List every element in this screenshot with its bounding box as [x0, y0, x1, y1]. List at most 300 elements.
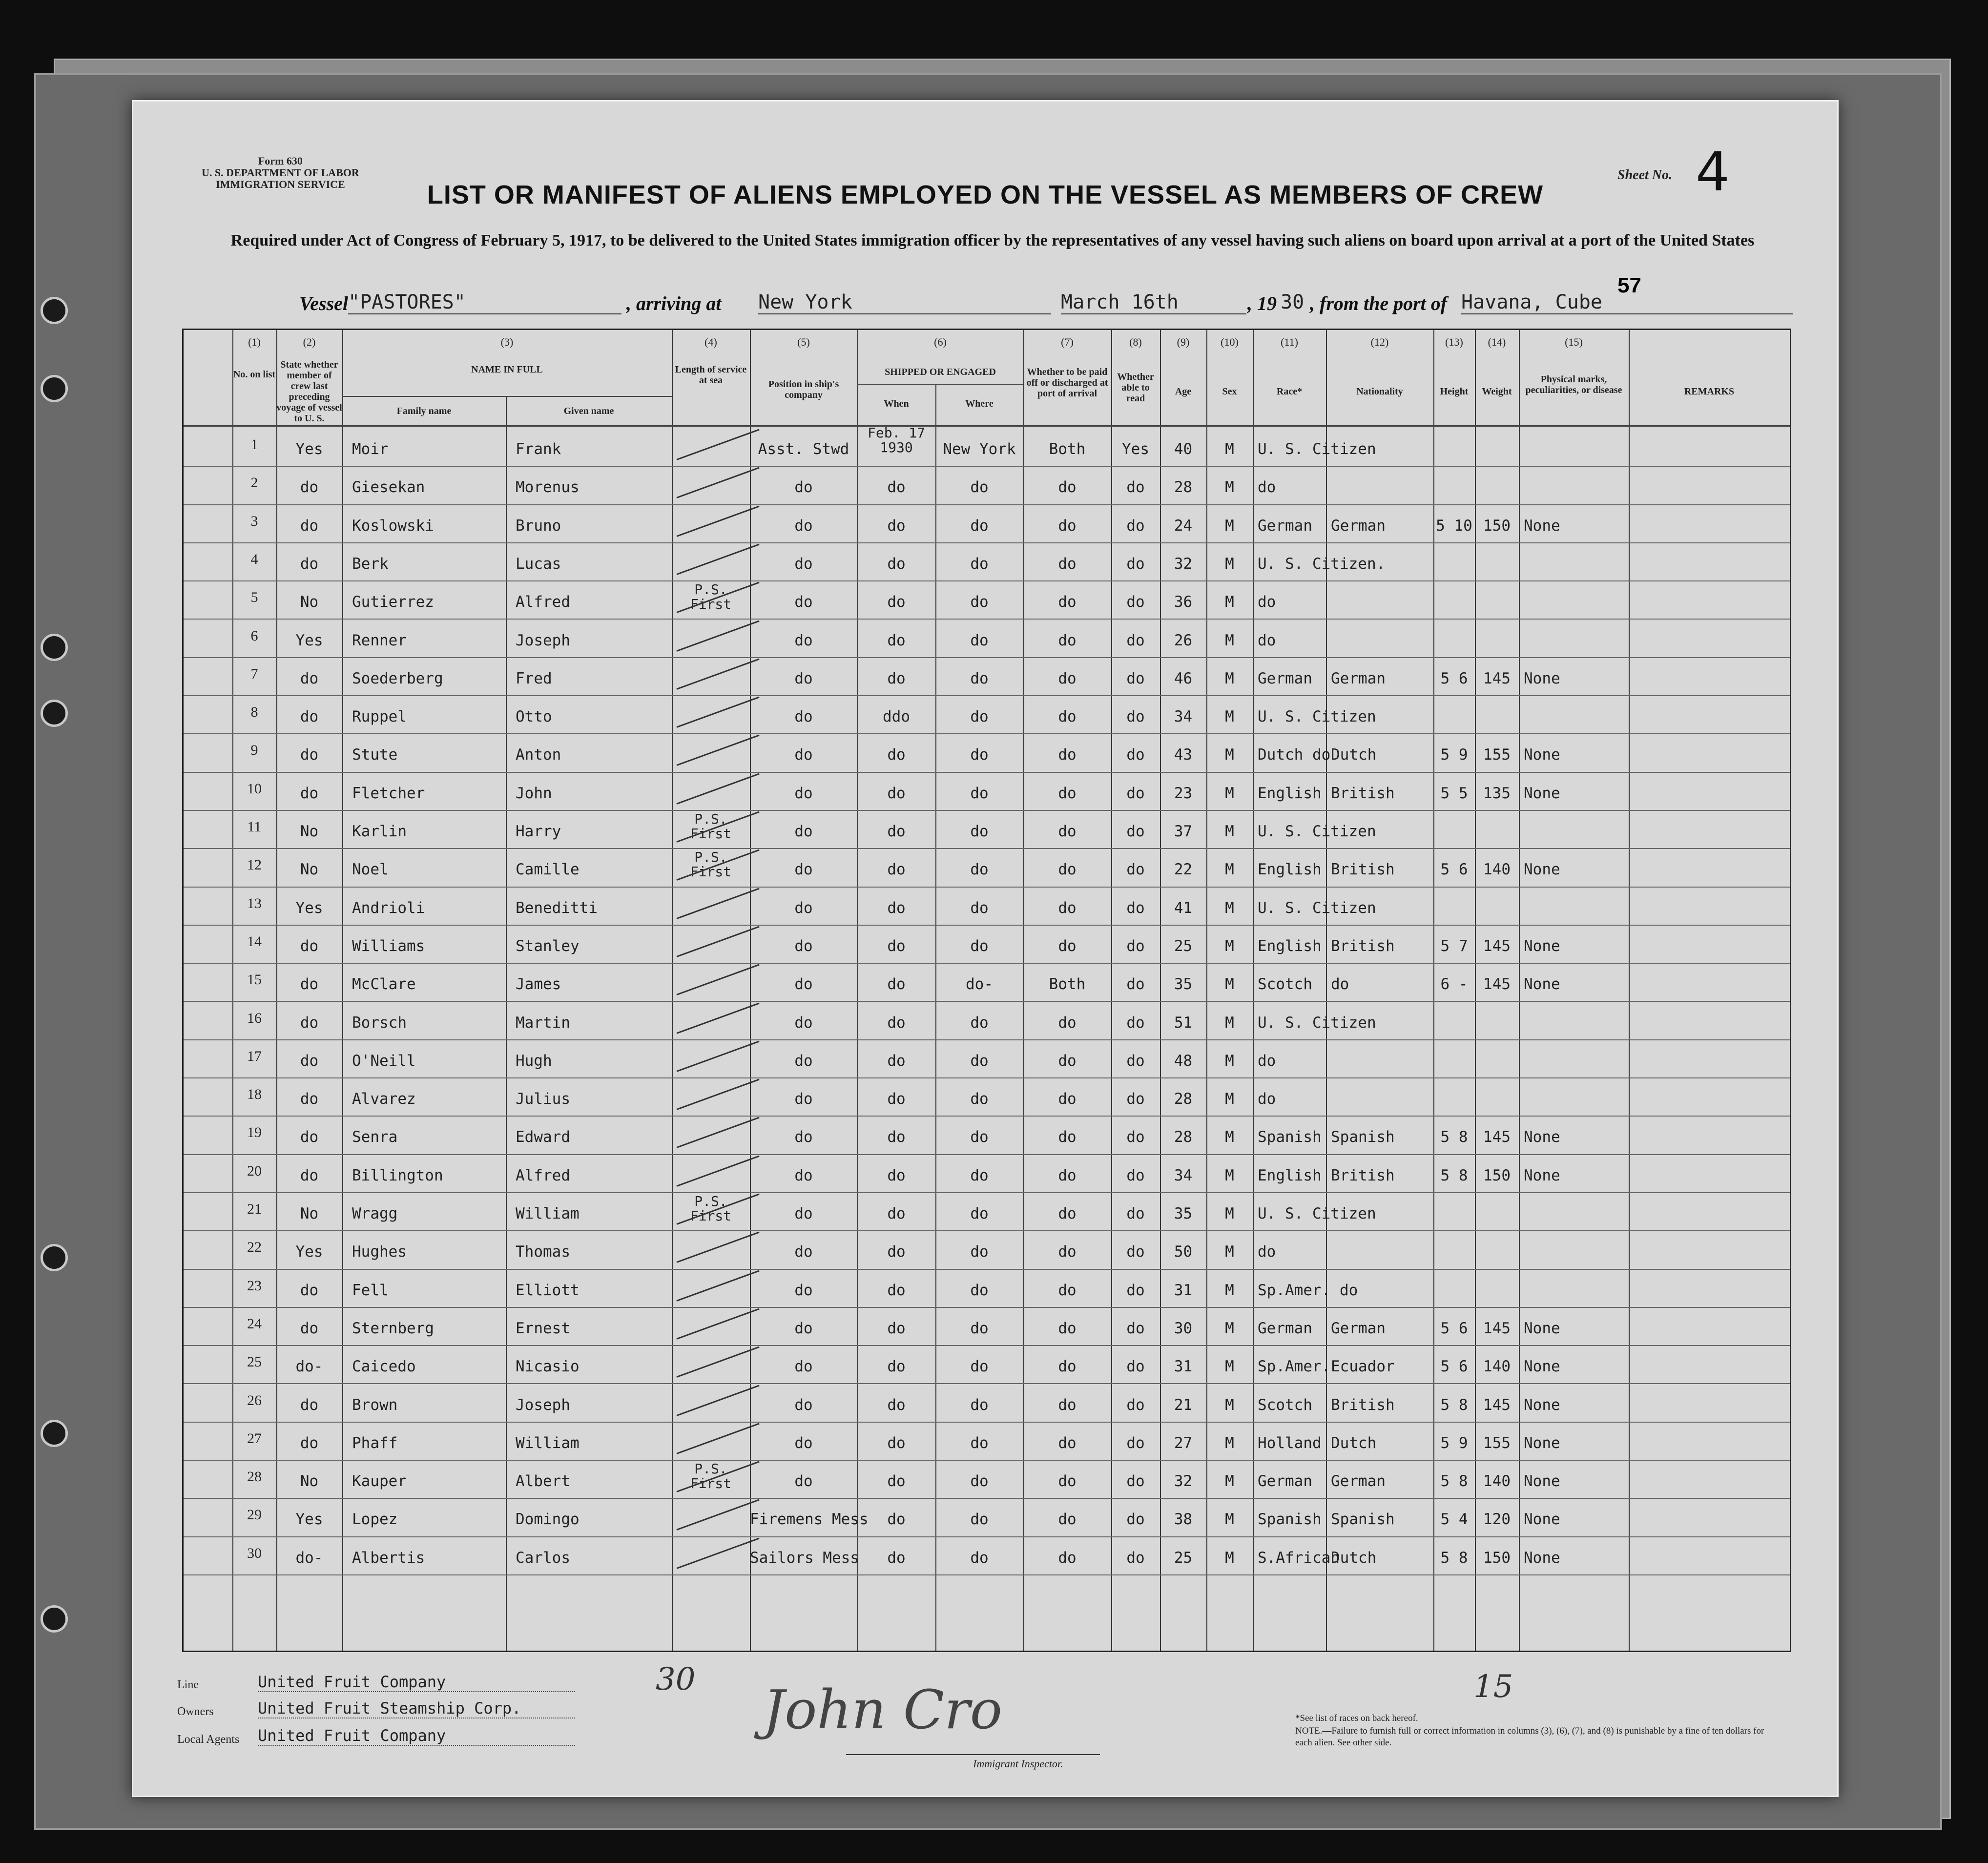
- col-number: (1): [248, 336, 261, 348]
- able-to-read: do: [1126, 669, 1145, 687]
- given-name: Joseph: [516, 631, 570, 649]
- row-number: 14: [247, 933, 262, 950]
- position: do: [794, 1243, 813, 1261]
- shipped-where: do: [970, 1281, 989, 1299]
- family-name: Senra: [352, 1128, 398, 1146]
- family-name: Caicedo: [352, 1358, 416, 1376]
- family-name: Giesekan: [352, 478, 425, 497]
- check-mark-icon: [676, 1155, 759, 1186]
- shipped-when: do: [887, 593, 906, 611]
- agents-value: United Fruit Company: [258, 1726, 575, 1746]
- sex: M: [1225, 1319, 1234, 1337]
- col-number: (15): [1565, 336, 1583, 348]
- physical-marks: None: [1524, 1166, 1560, 1184]
- page-subtitle: Required under Act of Congress of February 5, 1917, to be delivered to the United States immigration officer by the representatives of any vessel having such aliens on board upon arrival at a port of the United States: [230, 231, 1755, 249]
- paid-off: do: [1058, 593, 1077, 611]
- race: English: [1258, 861, 1322, 879]
- position: do: [794, 1166, 813, 1184]
- previous-voyage: Yes: [295, 899, 323, 917]
- age: 32: [1174, 555, 1193, 573]
- weight: 150: [1483, 1166, 1511, 1184]
- position: do: [794, 1014, 813, 1032]
- header-physical-marks: Physical marks, peculiarities, or disease: [1525, 374, 1622, 395]
- sex: M: [1225, 593, 1234, 611]
- department-name: U. S. DEPARTMENT OF LABOR: [202, 166, 359, 179]
- age: 41: [1174, 899, 1193, 917]
- able-to-read: do: [1126, 708, 1145, 726]
- shipped-when: do: [887, 784, 906, 802]
- check-mark-icon: [676, 1308, 759, 1339]
- nationality: German: [1331, 1472, 1386, 1490]
- position: do: [794, 593, 813, 611]
- able-to-read: do: [1126, 593, 1145, 611]
- position: do: [794, 1396, 813, 1414]
- given-name: Julius: [516, 1090, 570, 1108]
- shipped-when: do: [887, 1205, 906, 1222]
- position: do: [794, 784, 813, 802]
- family-name: Lopez: [352, 1511, 398, 1529]
- shipped-where: do: [970, 899, 989, 917]
- table-row: [184, 963, 1790, 1001]
- nationality: Spanish: [1331, 1511, 1395, 1529]
- family-name: Fletcher: [352, 784, 425, 802]
- check-mark-icon: [676, 1385, 759, 1416]
- race: U. S. Citizen: [1258, 1205, 1376, 1222]
- table-row: [184, 925, 1790, 963]
- weight: 140: [1483, 861, 1511, 879]
- weight: 120: [1483, 1511, 1511, 1529]
- header-remarks: REMARKS: [1684, 386, 1735, 397]
- position: do: [794, 555, 813, 573]
- age: 36: [1174, 593, 1193, 611]
- physical-marks: None: [1524, 669, 1560, 687]
- family-name: Hughes: [352, 1243, 407, 1261]
- table-row: [184, 1307, 1790, 1345]
- family-name: Billington: [352, 1166, 443, 1184]
- age: 25: [1174, 1549, 1193, 1567]
- row-number: 30: [247, 1545, 262, 1561]
- position: do: [794, 478, 813, 497]
- age: 38: [1174, 1511, 1193, 1529]
- check-mark-icon: [676, 429, 759, 460]
- weight: 150: [1483, 517, 1511, 535]
- header-weight: Weight: [1482, 386, 1512, 397]
- paid-off: do: [1058, 1319, 1077, 1337]
- able-to-read: do: [1126, 631, 1145, 649]
- shipped-when: do: [887, 861, 906, 879]
- penalty-note: NOTE.—Failure to furnish full or correct information in columns (3), (6), (7), and (8) is punishable by a fine of ten dollars for each alien. See other side.: [1295, 1726, 1764, 1748]
- shipped-when: do: [887, 1128, 906, 1146]
- family-name: Koslowski: [352, 517, 434, 535]
- sex: M: [1225, 975, 1234, 994]
- paid-off: do: [1058, 1052, 1077, 1070]
- race: German: [1258, 1319, 1312, 1337]
- age: 35: [1174, 1205, 1193, 1222]
- binder-hole: [41, 297, 68, 324]
- row-number: 27: [247, 1430, 262, 1447]
- row-number: 15: [247, 972, 262, 988]
- shipped-where: do: [970, 823, 989, 840]
- row-number: 6: [250, 627, 258, 644]
- length-of-service: P.S. First: [690, 811, 732, 842]
- physical-marks: None: [1524, 517, 1560, 535]
- shipped-where: do: [970, 1243, 989, 1261]
- paid-off: do: [1058, 784, 1077, 802]
- row-number: 16: [247, 1010, 262, 1026]
- race: U. S. Citizen: [1258, 823, 1376, 840]
- col-number: (9): [1177, 336, 1190, 348]
- previous-voyage: Yes: [295, 631, 323, 649]
- table-row: [184, 695, 1790, 733]
- nationality: British: [1331, 784, 1395, 802]
- check-mark-icon: [676, 467, 759, 498]
- age: 28: [1174, 1128, 1193, 1146]
- family-name: Albertis: [352, 1549, 425, 1567]
- age: 51: [1174, 1014, 1193, 1032]
- row-number: 21: [247, 1201, 262, 1217]
- shipped-where: do: [970, 1511, 989, 1529]
- height: 5 10: [1436, 517, 1472, 535]
- shipped-where: do: [970, 1319, 989, 1337]
- shipped-where: do: [970, 669, 989, 687]
- shipped-when: do: [887, 937, 906, 955]
- family-name: Ruppel: [352, 708, 407, 726]
- weight: 140: [1483, 1358, 1511, 1376]
- length-of-service: P.S. First: [690, 1193, 732, 1224]
- paid-off: do: [1058, 823, 1077, 840]
- shipped-when: do: [887, 1243, 906, 1261]
- table-row: [184, 810, 1790, 848]
- table-row: [184, 1269, 1790, 1307]
- paid-off: do: [1058, 1434, 1077, 1452]
- row-number: 28: [247, 1469, 262, 1485]
- family-name: Fell: [352, 1281, 389, 1299]
- shipped-when: do: [887, 517, 906, 535]
- shipped-when: do: [887, 899, 906, 917]
- family-name: Brown: [352, 1396, 398, 1414]
- family-name: Noel: [352, 861, 389, 879]
- given-name: Stanley: [516, 937, 580, 955]
- shipped-when: do: [887, 746, 906, 764]
- previous-voyage: do: [300, 1319, 319, 1337]
- height: 5 7: [1440, 937, 1468, 955]
- paid-off: Both: [1049, 440, 1086, 458]
- check-mark-icon: [676, 1079, 759, 1110]
- table-row: [184, 1460, 1790, 1498]
- line-value: United Fruit Company: [258, 1673, 575, 1692]
- header-age: Age: [1175, 386, 1192, 397]
- position: do: [794, 937, 813, 955]
- previous-voyage: No: [300, 593, 319, 611]
- given-name: Morenus: [516, 478, 580, 497]
- row-number: 5: [250, 589, 258, 606]
- shipped-where: do: [970, 593, 989, 611]
- weight: 155: [1483, 1434, 1511, 1452]
- shipped-when: do: [887, 669, 906, 687]
- shipped-where: do-: [966, 975, 993, 994]
- physical-marks: None: [1524, 1549, 1560, 1567]
- able-to-read: do: [1126, 1511, 1145, 1529]
- able-to-read: do: [1126, 899, 1145, 917]
- position: do: [794, 1472, 813, 1490]
- given-name: Ernest: [516, 1319, 570, 1337]
- sex: M: [1225, 631, 1234, 649]
- given-name: Fred: [516, 669, 552, 687]
- paid-off: Both: [1049, 975, 1086, 994]
- physical-marks: None: [1524, 746, 1560, 764]
- age: 30: [1174, 1319, 1193, 1337]
- row-number: 17: [247, 1048, 262, 1064]
- row-number: 2: [250, 475, 258, 491]
- paid-off: do: [1058, 937, 1077, 955]
- race: S.African: [1258, 1549, 1340, 1567]
- col-number: (7): [1061, 336, 1074, 348]
- physical-marks: None: [1524, 1319, 1560, 1337]
- table-row: [184, 466, 1790, 504]
- weight: 155: [1483, 746, 1511, 764]
- paid-off: do: [1058, 1128, 1077, 1146]
- paid-off: do: [1058, 517, 1077, 535]
- weight: 145: [1483, 1396, 1511, 1414]
- paid-off: do: [1058, 899, 1077, 917]
- check-mark-icon: [676, 1499, 759, 1531]
- race: Holland: [1258, 1434, 1322, 1452]
- position: Sailors Mess: [750, 1549, 859, 1567]
- row-number: 20: [247, 1162, 262, 1179]
- paid-off: do: [1058, 708, 1077, 726]
- given-name: Harry: [516, 823, 561, 840]
- race: do: [1258, 631, 1276, 649]
- sex: M: [1225, 746, 1234, 764]
- previous-voyage: No: [300, 861, 319, 879]
- race: U. S. Citizen: [1258, 1014, 1376, 1032]
- physical-marks: None: [1524, 1472, 1560, 1490]
- paid-off: do: [1058, 1549, 1077, 1567]
- paid-off: do: [1058, 1166, 1077, 1184]
- row-number: 7: [250, 665, 258, 682]
- table-row: [184, 733, 1790, 771]
- able-to-read: do: [1126, 1052, 1145, 1070]
- able-to-read: do: [1126, 823, 1145, 840]
- crew-table: [182, 329, 1791, 1652]
- physical-marks: None: [1524, 1511, 1560, 1529]
- height: 5 8: [1440, 1472, 1468, 1490]
- table-row: [184, 1154, 1790, 1192]
- able-to-read: do: [1126, 1281, 1145, 1299]
- given-name: Lucas: [516, 555, 561, 573]
- length-of-service: P.S. First: [690, 849, 732, 880]
- able-to-read: do: [1126, 517, 1145, 535]
- row-number: 25: [247, 1354, 262, 1370]
- family-name: Andrioli: [352, 899, 425, 917]
- weight: 135: [1483, 784, 1511, 802]
- sex: M: [1225, 1128, 1234, 1146]
- row-number: 3: [250, 513, 258, 529]
- shipped-when: do: [887, 1090, 906, 1108]
- shipped-when: do: [887, 478, 906, 497]
- shipped-when: do: [887, 1166, 906, 1184]
- able-to-read: do: [1126, 784, 1145, 802]
- position: Asst. Stwd: [758, 440, 849, 458]
- check-mark-icon: [676, 888, 759, 919]
- previous-voyage: do: [300, 1052, 319, 1070]
- sex: M: [1225, 1205, 1234, 1222]
- nationality: British: [1331, 1396, 1395, 1414]
- family-name: Renner: [352, 631, 407, 649]
- header-sex: Sex: [1222, 386, 1237, 397]
- position: do: [794, 1128, 813, 1146]
- check-mark-icon: [676, 697, 759, 728]
- previous-voyage: No: [300, 1205, 319, 1222]
- age: 31: [1174, 1281, 1193, 1299]
- col-number: (10): [1221, 336, 1239, 348]
- race: English: [1258, 784, 1322, 802]
- position: do: [794, 1319, 813, 1337]
- table-row: [184, 1077, 1790, 1116]
- sex: M: [1225, 1243, 1234, 1261]
- previous-voyage: do: [300, 1434, 319, 1452]
- physical-marks: None: [1524, 1434, 1560, 1452]
- handwritten-count: 15: [1473, 1669, 1513, 1705]
- weight: 150: [1483, 1549, 1511, 1567]
- check-mark-icon: [676, 658, 759, 689]
- position: do: [794, 517, 813, 535]
- position: do: [794, 899, 813, 917]
- form-number: Form 630: [258, 155, 303, 167]
- table-row: [184, 619, 1790, 657]
- position: do: [794, 1090, 813, 1108]
- previous-voyage: do: [300, 669, 319, 687]
- family-name: O'Neill: [352, 1052, 416, 1070]
- height: 5 8: [1440, 1166, 1468, 1184]
- col-number: (2): [303, 336, 316, 348]
- shipped-where: do: [970, 746, 989, 764]
- previous-voyage: do: [300, 555, 319, 573]
- sex: M: [1225, 937, 1234, 955]
- able-to-read: do: [1126, 1358, 1145, 1376]
- check-mark-icon: [676, 1040, 759, 1072]
- height: 5 6: [1440, 1319, 1468, 1337]
- col-number: (13): [1445, 336, 1463, 348]
- row-number: 10: [247, 780, 262, 797]
- given-name: William: [516, 1434, 580, 1452]
- position: do: [794, 823, 813, 840]
- previous-voyage: do: [300, 1014, 319, 1032]
- position: do: [794, 708, 813, 726]
- race: German: [1258, 517, 1312, 535]
- shipped-when: do: [887, 1281, 906, 1299]
- row-number: 19: [247, 1124, 262, 1141]
- check-mark-icon: [676, 1002, 759, 1034]
- race: U. S. Citizen: [1258, 899, 1376, 917]
- able-to-read: do: [1126, 1434, 1145, 1452]
- table-row: [184, 1384, 1790, 1422]
- nationality: British: [1331, 861, 1395, 879]
- position: Firemens Mess: [750, 1511, 869, 1529]
- able-to-read: do: [1126, 1243, 1145, 1261]
- weight: 145: [1483, 669, 1511, 687]
- family-name: Phaff: [352, 1434, 398, 1452]
- family-name: Sternberg: [352, 1319, 434, 1337]
- able-to-read: do: [1126, 1014, 1145, 1032]
- shipped-where: do: [970, 1014, 989, 1032]
- races-note: *See list of races on back hereof.: [1295, 1713, 1418, 1723]
- row-number: 9: [250, 742, 258, 759]
- family-name: Gutierrez: [352, 593, 434, 611]
- race: German: [1258, 1472, 1312, 1490]
- position: do: [794, 1434, 813, 1452]
- race: U. S. Citizen.: [1258, 555, 1386, 573]
- shipped-when: do: [887, 1014, 906, 1032]
- previous-voyage: do: [300, 746, 319, 764]
- row-number: 23: [247, 1277, 262, 1294]
- paid-off: do: [1058, 1511, 1077, 1529]
- table-row: [184, 1116, 1790, 1154]
- previous-voyage: do: [300, 1281, 319, 1299]
- row-number: 29: [247, 1507, 262, 1523]
- age: 34: [1174, 1166, 1193, 1184]
- previous-voyage: do-: [295, 1358, 323, 1376]
- header-nationality: Nationality: [1356, 386, 1403, 397]
- able-to-read: do: [1126, 975, 1145, 994]
- check-mark-icon: [676, 1346, 759, 1378]
- previous-voyage: do-: [295, 1549, 323, 1567]
- shipped-when: Feb. 17 1930: [867, 425, 925, 455]
- paid-off: do: [1058, 1358, 1077, 1376]
- paid-off: do: [1058, 861, 1077, 879]
- previous-voyage: do: [300, 1090, 319, 1108]
- header-shipped-engaged: SHIPPED OR ENGAGED: [885, 367, 996, 377]
- height: 5 6: [1440, 1358, 1468, 1376]
- handwritten-total: 30: [656, 1661, 696, 1697]
- position: do: [794, 1358, 813, 1376]
- paid-off: do: [1058, 631, 1077, 649]
- position: do: [794, 1205, 813, 1222]
- shipped-where: do: [970, 1205, 989, 1222]
- vessel-info: [133, 287, 1837, 316]
- height: 5 4: [1440, 1511, 1468, 1529]
- physical-marks: None: [1524, 784, 1560, 802]
- header-given-name: Given name: [563, 406, 614, 416]
- race: English: [1258, 1166, 1322, 1184]
- able-to-read: do: [1126, 1396, 1145, 1414]
- previous-voyage: do: [300, 1166, 319, 1184]
- nationality: Ecuador: [1331, 1358, 1395, 1376]
- nationality: German: [1331, 1319, 1386, 1337]
- shipped-when: do: [887, 555, 906, 573]
- row-number: 1: [250, 436, 258, 453]
- given-name: Hugh: [516, 1052, 552, 1070]
- header-no-on-list: No. on list: [233, 369, 276, 380]
- row-number: 26: [247, 1392, 262, 1408]
- sex: M: [1225, 440, 1234, 458]
- row-number: 22: [247, 1239, 262, 1256]
- sex: M: [1225, 861, 1234, 879]
- age: 35: [1174, 975, 1193, 994]
- col-number: (6): [934, 336, 947, 348]
- manifest-page: [132, 100, 1839, 1797]
- shipped-where: do: [970, 517, 989, 535]
- sheet-number: 4: [1696, 141, 1730, 203]
- nationality: British: [1331, 937, 1395, 955]
- paid-off: do: [1058, 669, 1077, 687]
- age: 32: [1174, 1472, 1193, 1490]
- age: 46: [1174, 669, 1193, 687]
- sex: M: [1225, 1511, 1234, 1529]
- length-of-service: P.S. First: [690, 1461, 732, 1492]
- shipped-where: do: [970, 1472, 989, 1490]
- previous-voyage: Yes: [295, 440, 323, 458]
